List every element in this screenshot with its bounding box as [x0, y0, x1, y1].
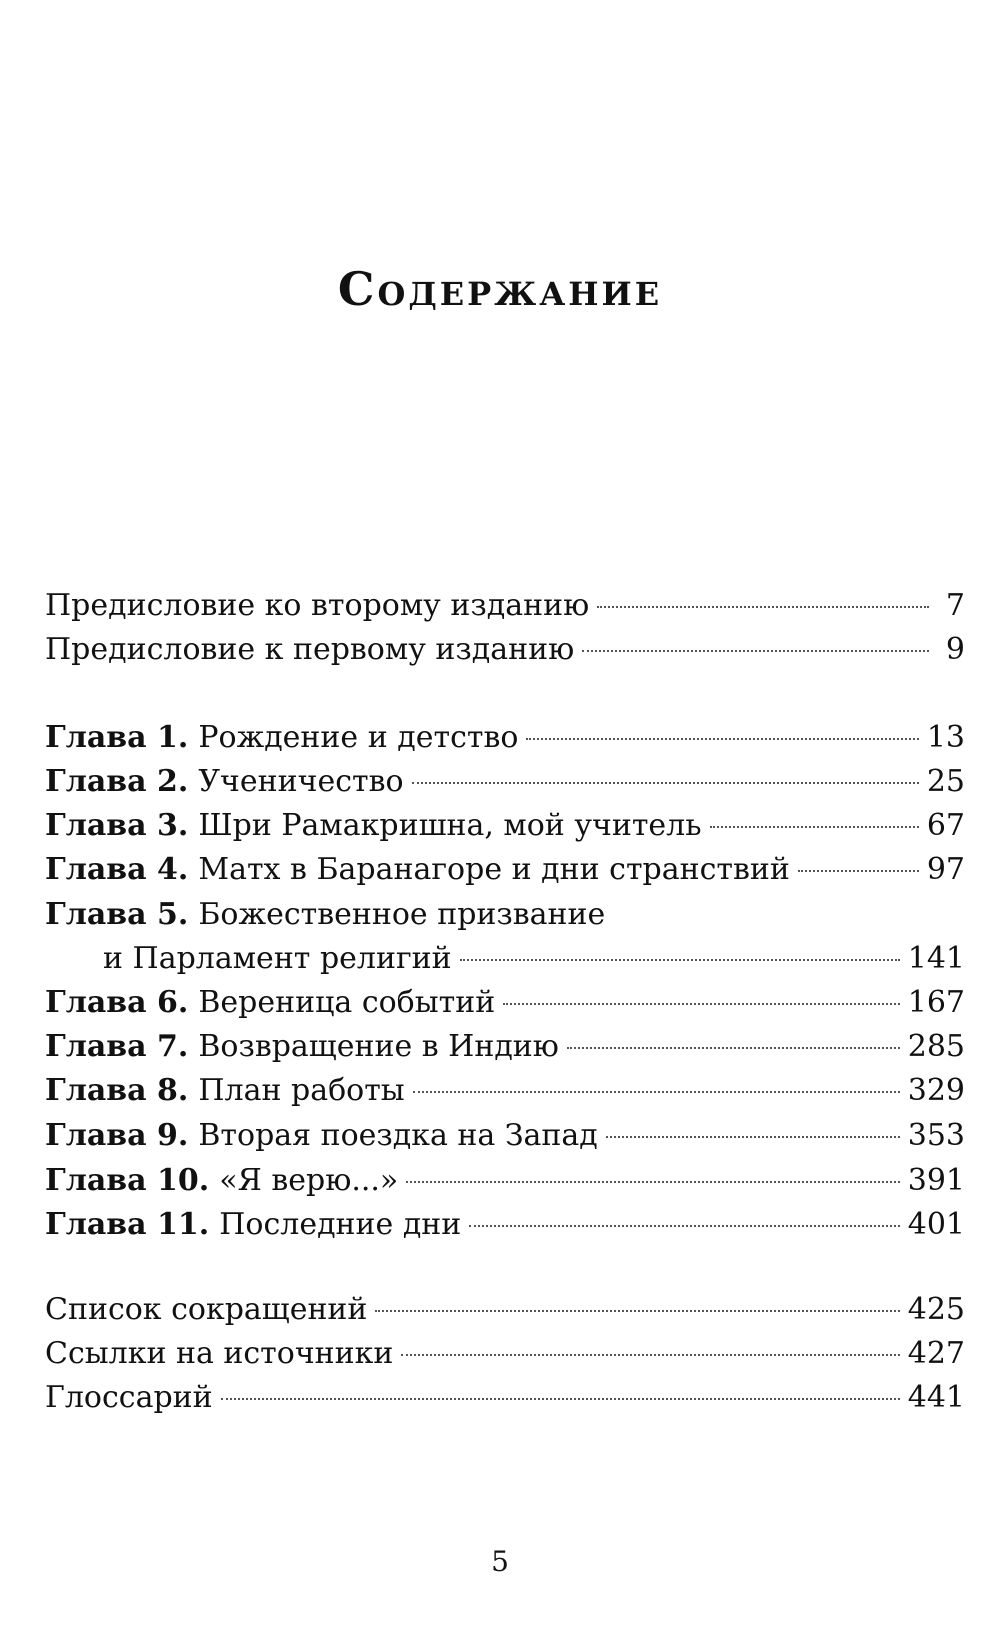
toc-entry-references[interactable]	[45, 1334, 965, 1374]
toc-entry-chapter-11[interactable]	[45, 1205, 965, 1245]
toc-entry-title: Предисловие к первому изданию	[45, 632, 575, 667]
dot-leader	[221, 1398, 900, 1400]
toc-entry-title: Ученичество	[198, 764, 404, 799]
toc-page-number: 167	[907, 985, 965, 1020]
toc-page-number: 425	[907, 1292, 965, 1327]
toc-entry-preface-1[interactable]	[45, 630, 965, 670]
chapter-label: Глава 7.	[45, 1029, 189, 1064]
toc-entry-title: Предисловие ко второму изданию	[45, 588, 590, 623]
chapter-label: Глава 11.	[45, 1207, 210, 1242]
chapter-label: Глава 2.	[45, 764, 189, 799]
dot-leader	[606, 1136, 900, 1138]
toc-entry-abbreviations[interactable]	[45, 1290, 965, 1330]
toc-page-number: 141	[907, 941, 965, 976]
toc-entry-title: Ссылки на источники	[45, 1336, 394, 1371]
toc-page-number: 441	[907, 1380, 965, 1415]
toc-entry-title-continued: и Парламент религий	[103, 941, 452, 976]
toc-entry-chapter-3[interactable]	[45, 806, 965, 846]
dot-leader	[798, 870, 919, 872]
toc-entry-title: Шри Рамакришна, мой учитель	[198, 808, 702, 843]
dot-leader	[406, 1181, 899, 1183]
dot-leader	[375, 1310, 899, 1312]
toc-page-number: 329	[907, 1073, 965, 1108]
dot-leader	[413, 1091, 900, 1093]
toc-entry-chapter-5[interactable]	[45, 895, 965, 935]
chapter-label: Глава 6.	[45, 985, 189, 1020]
toc-entry-chapter-1[interactable]	[45, 718, 965, 758]
chapter-label: Глава 9.	[45, 1118, 189, 1153]
toc-entry-title: Вереница событий	[198, 985, 496, 1020]
toc-entry-title: Последние дни	[219, 1207, 462, 1242]
toc-page-number: 97	[926, 852, 965, 887]
toc-entry-title: Божественное призвание	[198, 897, 606, 932]
toc-entry-preface-2[interactable]	[45, 586, 965, 626]
dot-leader	[401, 1354, 899, 1356]
chapter-label: Глава 8.	[45, 1073, 189, 1108]
toc-entry-title: Список сокращений	[45, 1292, 368, 1327]
toc-entry-title: Рождение и детство	[198, 720, 519, 755]
toc-entry-title: Вторая поездка на Запад	[198, 1118, 598, 1153]
toc-entry-title: Возвращение в Индию	[198, 1029, 559, 1064]
toc-entry-title: План работы	[198, 1073, 405, 1108]
toc-entry-chapter-9[interactable]	[45, 1116, 965, 1156]
toc-entry-chapter-5-continued[interactable]	[45, 939, 965, 979]
page-number: 5	[491, 1545, 509, 1578]
toc-page-number: 67	[926, 808, 965, 843]
toc-entry-glossary[interactable]	[45, 1378, 965, 1418]
chapter-label: Глава 5.	[45, 897, 189, 932]
toc-entry-chapter-10[interactable]	[45, 1161, 965, 1201]
dot-leader	[710, 826, 919, 828]
toc-entry-chapter-7[interactable]	[45, 1027, 965, 1067]
dot-leader	[469, 1225, 899, 1227]
toc-page-number: 9	[945, 632, 965, 667]
toc-page-number: 353	[907, 1118, 965, 1153]
chapter-label: Глава 1.	[45, 720, 189, 755]
toc-entry-chapter-6[interactable]	[45, 983, 965, 1023]
toc-page-number: 7	[945, 588, 965, 623]
page-title: Содержание	[337, 262, 663, 316]
chapter-label: Глава 4.	[45, 852, 189, 887]
dot-leader	[503, 1003, 900, 1005]
dot-leader	[597, 606, 929, 608]
toc-entry-title: «Я верю...»	[219, 1163, 399, 1198]
dot-leader	[526, 738, 918, 740]
toc-page-number: 13	[926, 720, 965, 755]
toc-page-number: 401	[907, 1207, 965, 1242]
toc-entry-title: Глоссарий	[45, 1380, 213, 1415]
toc-page-number: 25	[926, 764, 965, 799]
toc-entry-title: Матх в Баранагоре и дни странствий	[198, 852, 790, 887]
dot-leader	[582, 650, 929, 652]
dot-leader	[460, 959, 900, 961]
toc-entry-chapter-2[interactable]	[45, 762, 965, 802]
toc-page-number: 285	[907, 1029, 965, 1064]
dot-leader	[412, 782, 919, 784]
dot-leader	[567, 1047, 900, 1049]
toc-page-number: 391	[907, 1163, 965, 1198]
toc-page-number: 427	[907, 1336, 965, 1371]
toc-entry-chapter-8[interactable]	[45, 1071, 965, 1111]
chapter-label: Глава 10.	[45, 1163, 210, 1198]
toc-entry-chapter-4[interactable]	[45, 850, 965, 890]
chapter-label: Глава 3.	[45, 808, 189, 843]
